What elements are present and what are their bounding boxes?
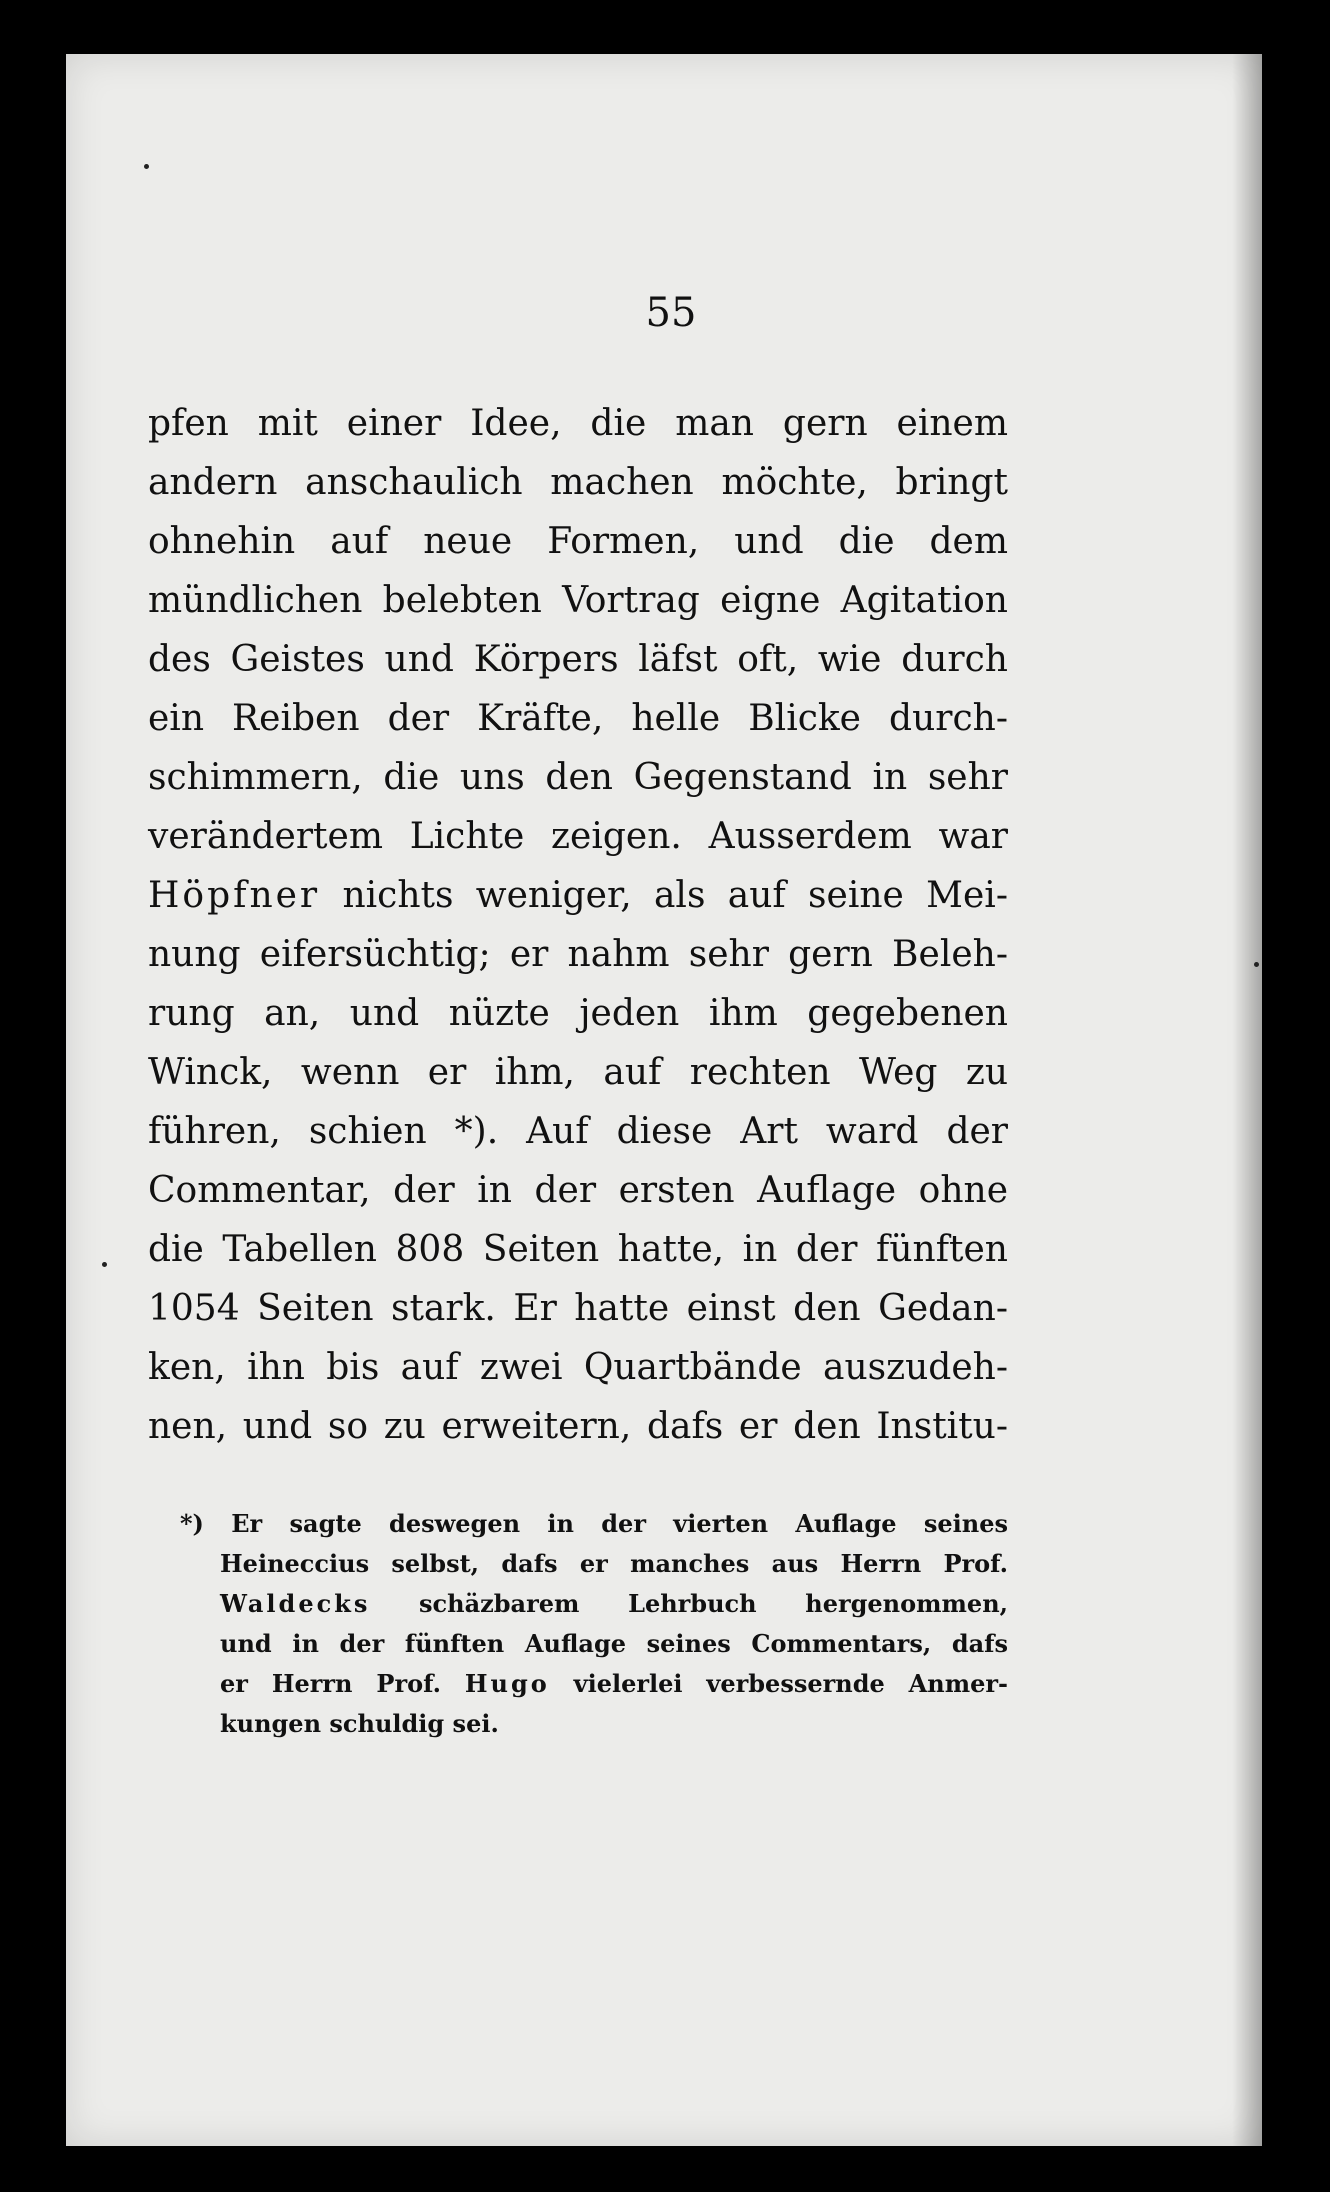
text-line: nung eifersüchtig; er nahm sehr gern Beleh-: [148, 934, 1008, 975]
text-line: Winck, wenn er ihm, auf rechten Weg zu: [148, 1052, 1008, 1093]
footnote-line: Heineccius selbst, dafs er manches aus Herrn Prof.: [220, 1549, 1008, 1578]
footnote-line: kungen schuldig sei.: [220, 1709, 499, 1738]
text-line: führen, schien *). Auf diese Art ward der: [148, 1111, 1008, 1152]
name-hoepfner: Höpfner: [148, 875, 321, 916]
ink-speck: [102, 1262, 107, 1267]
text-line: [148, 866, 1008, 925]
text-line: ein Reiben der Kräfte, helle Blicke durch-: [148, 698, 1008, 739]
ink-speck: [144, 164, 149, 169]
text-line: mündlichen belebten Vortrag eigne Agitation: [148, 580, 1008, 621]
footnote-line: [180, 1664, 1008, 1704]
text-fragment: vielerlei verbessernde Anmer-: [549, 1669, 1009, 1698]
text-line: nen, und so zu erweitern, dafs er den Institu-: [148, 1406, 1008, 1447]
text-line: 1054 Seiten stark. Er hatte einst den Gedan-: [148, 1288, 1008, 1329]
name-waldecks: Waldecks: [220, 1589, 371, 1618]
text-line: Commentar, der in der ersten Auflage ohne: [148, 1170, 1008, 1211]
footnote-line: und in der fünften Auflage seines Commentars, dafs: [220, 1629, 1008, 1658]
text-line: rung an, und nüzte jeden ihm gegebenen: [148, 993, 1008, 1034]
book-page: [66, 54, 1262, 2146]
body-text: [148, 394, 1008, 1456]
page-number: 55: [645, 290, 697, 336]
text-fragment: schäzbarem Lehrbuch hergenommen,: [370, 1589, 1008, 1618]
text-fragment: er Herrn Prof.: [220, 1669, 465, 1698]
text-line: des Geistes und Körpers läfst oft, wie durch: [148, 639, 1008, 680]
text-line: ohnehin auf neue Formen, und die dem: [148, 521, 1008, 562]
text-line: verändertem Lichte zeigen. Ausserdem war: [148, 816, 1008, 857]
footnote: [180, 1504, 1008, 1744]
text-line: schimmern, die uns den Gegenstand in sehr: [148, 757, 1008, 798]
text-line: ken, ihn bis auf zwei Quartbände auszudeh-: [148, 1347, 1008, 1388]
text-line: andern anschaulich machen möchte, bringt: [148, 462, 1008, 503]
ink-speck: [1254, 962, 1259, 967]
footnote-line: [180, 1584, 1008, 1624]
page-edge-shadow: [1232, 54, 1262, 2146]
text-line: pfen mit einer Idee, die man gern einem: [148, 403, 1008, 444]
text-line: die Tabellen 808 Seiten hatte, in der fünften: [148, 1229, 1008, 1270]
footnote-line: *) Er sagte deswegen in der vierten Auflage seines: [180, 1509, 1008, 1538]
name-hugo: Hugo: [464, 1669, 550, 1698]
text-fragment: nichts weniger, als auf seine Mei-: [320, 875, 1008, 916]
